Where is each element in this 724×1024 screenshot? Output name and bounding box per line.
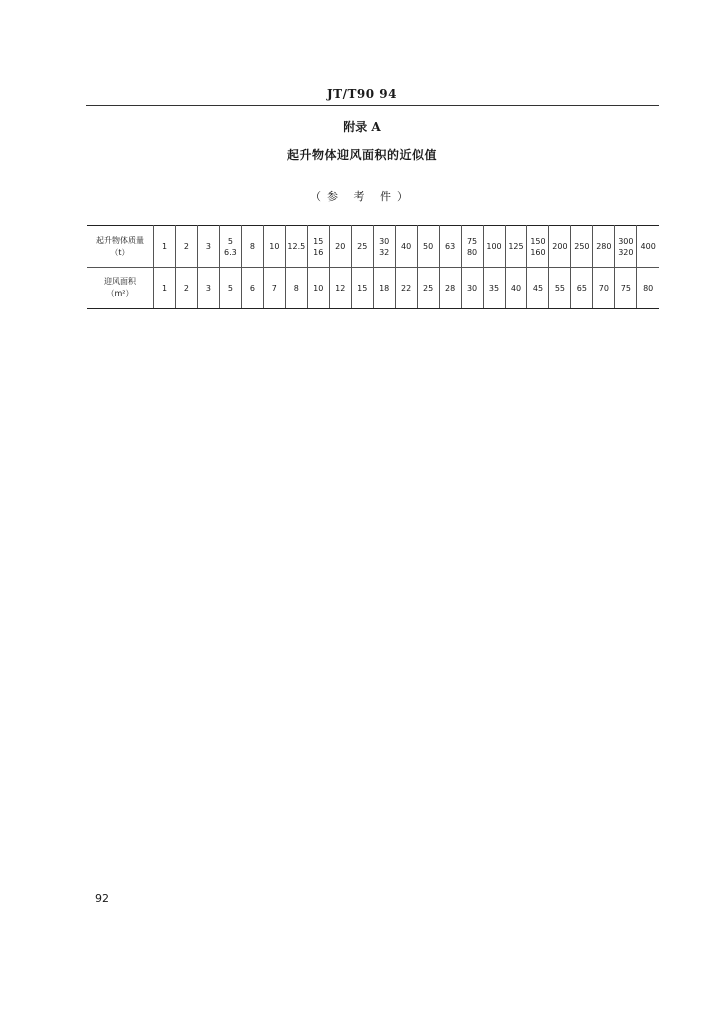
header-rule [86,105,659,106]
area-value-cell: 45 [527,268,549,309]
area-value-cell: 75 [615,268,637,309]
area-value-cell: 6 [241,268,263,309]
mass-value-cell: 40 [395,226,417,268]
appendix-note: （参 考 件） [310,190,414,203]
mass-value-cell: 400 [637,226,659,268]
area-header-cell [87,268,154,309]
mass-value-cell: 50 [417,226,439,268]
area-value-cell: 22 [395,268,417,309]
mass-unit: （t） [110,247,130,257]
appendix-title: 起升物体迎风面积的近似值 [286,148,437,162]
area-value-cell: 65 [571,268,593,309]
mass-value-cell: 30 32 [373,226,395,268]
mass-value-cell: 63 [439,226,461,268]
area-unit: （m²） [106,289,134,298]
table-row-mass [87,226,659,268]
area-value-cell: 40 [505,268,527,309]
mass-value-cell: 125 [505,226,527,268]
mass-value-cell: 3 [197,226,219,268]
mass-value-cell: 1 [154,226,176,268]
mass-value-cell: 2 [175,226,197,268]
mass-value-cell: 25 [351,226,373,268]
mass-value-cell: 280 [593,226,615,268]
area-value-cell: 5 [219,268,241,309]
mass-value-cell: 300 320 [615,226,637,268]
mass-value-cell: 8 [241,226,263,268]
area-value-cell: 80 [637,268,659,309]
table-row-area [87,268,659,309]
mass-header: 起升物体质量 [96,235,144,245]
mass-value-cell: 250 [571,226,593,268]
mass-value-cell: 75 80 [461,226,483,268]
wind-area-table [87,225,659,309]
area-value-cell: 25 [417,268,439,309]
area-value-cell: 55 [549,268,571,309]
area-value-cell: 12 [329,268,351,309]
page-number: 92 [95,892,109,905]
area-value-cell: 15 [351,268,373,309]
area-value-cell: 8 [285,268,307,309]
mass-value-cell: 10 [263,226,285,268]
area-value-cell: 18 [373,268,395,309]
area-value-cell: 35 [483,268,505,309]
area-value-cell: 7 [263,268,285,309]
area-value-cell: 30 [461,268,483,309]
area-value-cell: 3 [197,268,219,309]
mass-header-cell [87,226,154,268]
area-value-cell: 10 [307,268,329,309]
mass-value-cell: 150 160 [527,226,549,268]
area-header: 迎风面积 [104,277,136,286]
mass-value-cell: 15 16 [307,226,329,268]
mass-value-cell: 100 [483,226,505,268]
mass-value-cell: 12.5 [285,226,307,268]
mass-value-cell: 20 [329,226,351,268]
mass-value-cell: 5 6.3 [219,226,241,268]
area-value-cell: 28 [439,268,461,309]
area-value-cell: 1 [154,268,176,309]
standard-code: JT/T90 94 [327,87,397,101]
appendix-label: 附录 A [343,120,381,134]
area-value-cell: 2 [175,268,197,309]
mass-value-cell: 200 [549,226,571,268]
area-value-cell: 70 [593,268,615,309]
